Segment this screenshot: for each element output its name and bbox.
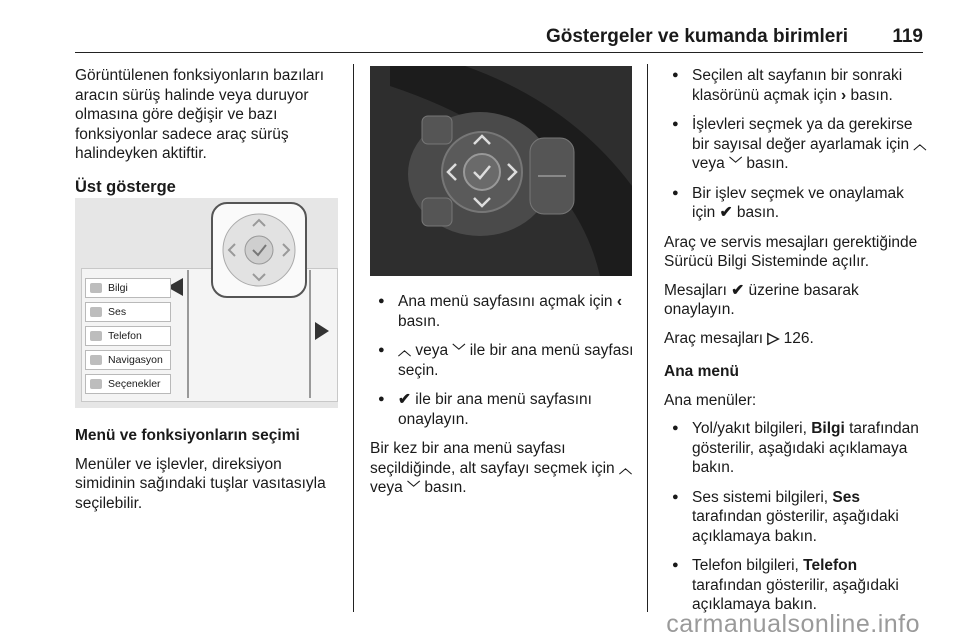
menu-item-bilgi: Bilgi (85, 278, 171, 298)
column-divider-1 (353, 64, 354, 612)
checkmark-icon: ✔ (731, 281, 745, 299)
chevron-down-icon: ﹀ (729, 156, 743, 171)
page-header (0, 0, 960, 54)
subpage-steps (664, 66, 929, 223)
chevron-down-icon: ﹀ (407, 480, 421, 495)
control-pad-inset (211, 202, 307, 298)
compass-icon (90, 355, 102, 365)
column-3 (664, 66, 929, 625)
control-pad-icon (213, 204, 305, 296)
page-title: Göstergeler ve kumanda birimleri (545, 26, 848, 47)
section-heading: Üst gösterge (75, 177, 176, 196)
caption-title: Menü ve fonksiyonların seçimi (75, 427, 300, 444)
confirm-paragraph: Mesajları ✔ üzerine basarak onaylayın. (664, 281, 859, 318)
list-item: ● Telefon bilgileri, Telefon tarafından gösterilir, aşağıdaki açıklamaya bakın. (664, 556, 929, 615)
instrument-display-figure (75, 198, 338, 408)
display-divider-right (309, 270, 311, 398)
right-arrow-icon (315, 322, 329, 340)
checkmark-icon: ✔ (719, 204, 733, 221)
list-item: ● ✔ ile bir ana menü sayfasını onaylayın. (370, 390, 638, 429)
car-icon (90, 283, 102, 293)
menu-item-navigasyon: Navigasyon (85, 350, 171, 370)
chevron-up-icon: ︿ (618, 460, 632, 476)
settings-icon (90, 379, 102, 389)
list-item: ● İşlevleri seçmek ya da gerekirse bir sayısal değer ayarlamak için ︿ veya ﹀ basın. (664, 115, 929, 174)
chevron-up-icon: ︿ (913, 136, 927, 152)
list-item: ● Ses sistemi bilgileri, Ses tarafından gösterilir, aşağıdaki açıklamaya bakın. (664, 488, 929, 547)
reference-paragraph: Araç mesajları ▷ 126. (664, 329, 814, 347)
figure-caption (75, 426, 340, 522)
header-rule (75, 52, 923, 53)
column-1 (75, 66, 340, 217)
menu-item-ses: Ses (85, 302, 171, 322)
checkmark-icon: ✔ (398, 391, 411, 408)
intro-paragraph: Görüntülenen fonksiyonların bazıları aracın sürüş halinde veya duruyor olmasına göre değişir ve bazı fonksiyonlar sadece araç sürüş halindeyken aktiftir. (75, 67, 325, 162)
steering-wheel-buttons-icon (370, 66, 632, 276)
subsection-intro: Ana menüler: (664, 391, 757, 409)
list-item: ● Bir işlev seçmek ve onaylamak için ✔ basın. (664, 184, 929, 223)
chevron-down-icon: ﹀ (452, 343, 466, 358)
messages-paragraph: Araç ve servis mesajları gerektiğinde Sürücü Bilgi Sisteminde açılır. (664, 233, 918, 270)
menu-item-telefon: Telefon (85, 326, 171, 346)
column-divider-2 (647, 64, 648, 612)
steering-wheel-figure (370, 66, 632, 276)
main-menu-list (664, 419, 929, 615)
list-item: ● Ana menü sayfasını açmak için ‹ basın. (370, 292, 638, 331)
subsection-heading: Ana menü (664, 363, 739, 380)
display-divider (187, 270, 189, 398)
subpage-paragraph: Bir kez bir ana menü sayfası seçildiğinde, alt sayfayı seçmek için ︿ veya ﹀ basın. (370, 440, 632, 496)
page-number: 119 (892, 26, 923, 47)
phone-icon (90, 331, 102, 341)
page-reference-icon: ▷ (767, 329, 780, 347)
footer-watermark: carmanualsonline.info (666, 610, 920, 638)
column-2 (370, 292, 638, 507)
caption-text: Menüler ve işlevler, direksiyon simidinin sağındaki tuşlar vasıtasıyla seçilebilir. (75, 455, 326, 512)
list-item: ● ︿ veya ﹀ ile bir ana menü sayfası seçin. (370, 341, 638, 380)
chevron-left-icon: ‹ (616, 293, 622, 310)
menu-item-secenekler: Seçenekler (85, 374, 171, 394)
list-item: ● Seçilen alt sayfanın bir sonraki klasörünü açmak için › basın. (664, 66, 929, 105)
music-note-icon (90, 307, 102, 317)
navigation-steps (370, 292, 638, 429)
chevron-up-icon: ︿ (398, 343, 412, 358)
chevron-right-icon: › (841, 86, 847, 104)
list-item: ● Yol/yakıt bilgileri, Bilgi tarafından gösterilir, aşağıdaki açıklamaya bakın. (664, 419, 929, 478)
